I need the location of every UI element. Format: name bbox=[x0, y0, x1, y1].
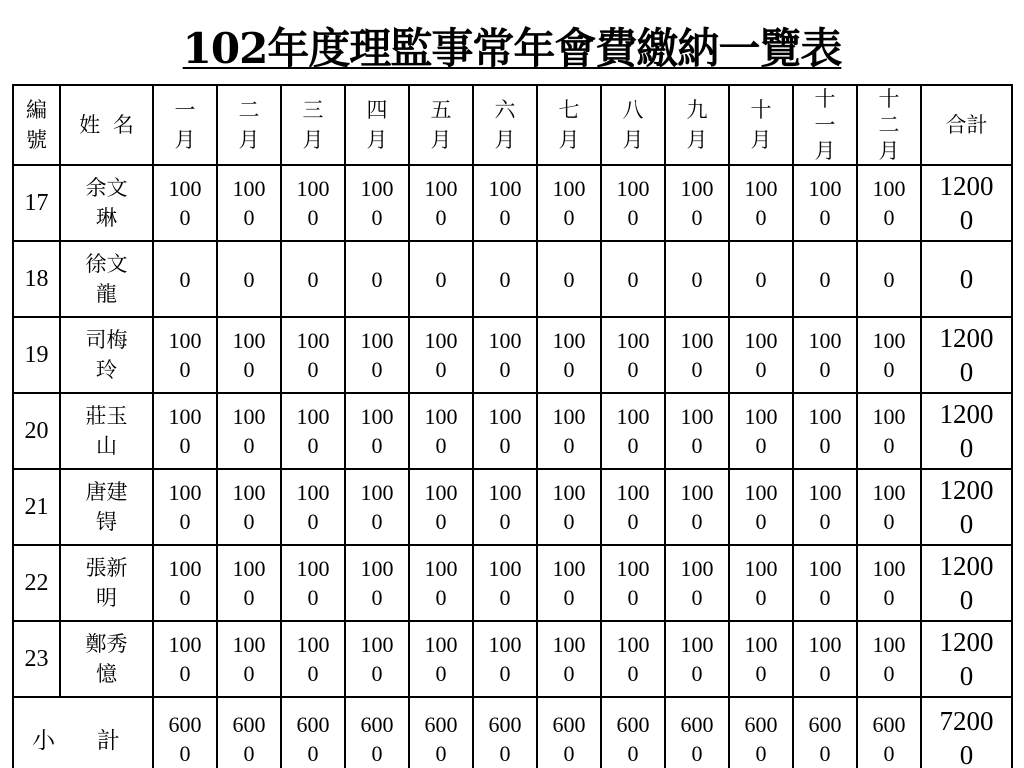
header-total bbox=[921, 85, 1012, 165]
row-id: 20 bbox=[13, 393, 60, 469]
row-month-amount: 1000 bbox=[537, 469, 601, 545]
table-row bbox=[13, 317, 1012, 393]
subtotal-month-amount: 6000 bbox=[409, 697, 473, 768]
row-name: 余文琳 bbox=[60, 165, 153, 241]
header-month bbox=[473, 85, 537, 165]
subtotal-month-amount: 6000 bbox=[345, 697, 409, 768]
table-row bbox=[13, 165, 1012, 241]
row-month-amount: 1000 bbox=[601, 317, 665, 393]
subtotal-month-amount: 6000 bbox=[665, 697, 729, 768]
header-month bbox=[153, 85, 217, 165]
row-month-amount: 1000 bbox=[217, 545, 281, 621]
row-total: 12000 bbox=[921, 621, 1012, 697]
page-title: 102年度理監事常年會費繳納一覽表 bbox=[182, 24, 842, 73]
header-month-label: 十月 bbox=[750, 98, 772, 152]
subtotal-total: 72000 bbox=[921, 697, 1012, 768]
row-month-amount: 1000 bbox=[857, 165, 921, 241]
row-id: 23 bbox=[13, 621, 60, 697]
header-month-label: 一月 bbox=[174, 98, 196, 152]
row-month-amount: 1000 bbox=[729, 393, 793, 469]
row-total: 12000 bbox=[921, 545, 1012, 621]
row-month-amount: 1000 bbox=[729, 165, 793, 241]
row-month-amount: 1000 bbox=[153, 469, 217, 545]
row-month-amount: 1000 bbox=[345, 165, 409, 241]
row-month-amount: 0 bbox=[857, 241, 921, 317]
row-month-amount: 1000 bbox=[217, 165, 281, 241]
row-id: 21 bbox=[13, 469, 60, 545]
subtotal-month-amount: 6000 bbox=[473, 697, 537, 768]
row-month-amount: 1000 bbox=[345, 317, 409, 393]
row-id: 19 bbox=[13, 317, 60, 393]
row-month-amount: 0 bbox=[153, 241, 217, 317]
row-month-amount: 1000 bbox=[729, 621, 793, 697]
row-month-amount: 1000 bbox=[601, 469, 665, 545]
row-month-amount: 1000 bbox=[473, 621, 537, 697]
row-month-amount: 0 bbox=[729, 241, 793, 317]
header-month bbox=[665, 85, 729, 165]
row-month-amount: 1000 bbox=[729, 545, 793, 621]
header-month bbox=[601, 85, 665, 165]
row-name: 張新明 bbox=[60, 545, 153, 621]
row-month-amount: 1000 bbox=[153, 317, 217, 393]
header-name-label: 姓 名 bbox=[79, 113, 134, 137]
row-month-amount: 1000 bbox=[793, 621, 857, 697]
table-row bbox=[13, 241, 1012, 317]
header-total-label: 合計 bbox=[945, 113, 988, 137]
row-month-amount: 0 bbox=[473, 241, 537, 317]
header-name bbox=[60, 85, 153, 165]
header-month-label: 三月 bbox=[302, 98, 324, 152]
row-month-amount: 1000 bbox=[217, 317, 281, 393]
row-month-amount: 1000 bbox=[473, 317, 537, 393]
row-name: 徐文龍 bbox=[60, 241, 153, 317]
row-month-amount: 1000 bbox=[793, 165, 857, 241]
header-month bbox=[729, 85, 793, 165]
subtotal-month-amount: 6000 bbox=[793, 697, 857, 768]
row-month-amount: 1000 bbox=[281, 621, 345, 697]
header-month-label: 十一月 bbox=[814, 87, 836, 163]
row-month-amount: 1000 bbox=[345, 469, 409, 545]
subtotal-month-amount: 6000 bbox=[217, 697, 281, 768]
header-month-label: 十二月 bbox=[878, 87, 900, 163]
table-body bbox=[13, 165, 1012, 768]
row-month-amount: 1000 bbox=[729, 317, 793, 393]
row-month-amount: 1000 bbox=[409, 165, 473, 241]
subtotal-month-amount: 6000 bbox=[537, 697, 601, 768]
row-month-amount: 1000 bbox=[793, 469, 857, 545]
subtotal-month-amount: 6000 bbox=[281, 697, 345, 768]
row-name: 司梅玲 bbox=[60, 317, 153, 393]
row-month-amount: 1000 bbox=[601, 621, 665, 697]
header-month bbox=[409, 85, 473, 165]
row-id: 17 bbox=[13, 165, 60, 241]
table-row bbox=[13, 469, 1012, 545]
row-month-amount: 1000 bbox=[217, 621, 281, 697]
header-month bbox=[857, 85, 921, 165]
fee-table bbox=[12, 84, 1013, 768]
row-month-amount: 1000 bbox=[153, 165, 217, 241]
row-month-amount: 1000 bbox=[601, 165, 665, 241]
header-month-label: 七月 bbox=[558, 98, 580, 152]
subtotal-month-amount: 6000 bbox=[601, 697, 665, 768]
row-month-amount: 1000 bbox=[793, 317, 857, 393]
row-month-amount: 1000 bbox=[409, 317, 473, 393]
row-month-amount: 1000 bbox=[537, 165, 601, 241]
row-month-amount: 1000 bbox=[153, 393, 217, 469]
row-month-amount: 0 bbox=[665, 241, 729, 317]
row-month-amount: 1000 bbox=[153, 545, 217, 621]
row-total: 12000 bbox=[921, 393, 1012, 469]
row-month-amount: 1000 bbox=[473, 165, 537, 241]
row-name: 鄭秀憶 bbox=[60, 621, 153, 697]
row-month-amount: 0 bbox=[409, 241, 473, 317]
row-month-amount: 1000 bbox=[409, 621, 473, 697]
row-month-amount: 1000 bbox=[217, 469, 281, 545]
row-month-amount: 1000 bbox=[409, 545, 473, 621]
row-month-amount: 1000 bbox=[473, 545, 537, 621]
row-month-amount: 1000 bbox=[665, 469, 729, 545]
row-month-amount: 1000 bbox=[281, 165, 345, 241]
header-month bbox=[537, 85, 601, 165]
row-month-amount: 1000 bbox=[153, 621, 217, 697]
row-month-amount: 0 bbox=[345, 241, 409, 317]
subtotal-month-amount: 6000 bbox=[857, 697, 921, 768]
subtotal-label: 小 計 bbox=[13, 697, 153, 768]
row-month-amount: 1000 bbox=[793, 545, 857, 621]
row-month-amount: 1000 bbox=[601, 545, 665, 621]
row-month-amount: 1000 bbox=[665, 165, 729, 241]
row-month-amount: 1000 bbox=[857, 317, 921, 393]
row-month-amount: 1000 bbox=[793, 393, 857, 469]
row-total: 0 bbox=[921, 241, 1012, 317]
row-month-amount: 0 bbox=[281, 241, 345, 317]
row-month-amount: 1000 bbox=[281, 393, 345, 469]
row-month-amount: 0 bbox=[537, 241, 601, 317]
row-month-amount: 1000 bbox=[537, 317, 601, 393]
row-month-amount: 1000 bbox=[537, 545, 601, 621]
table-row bbox=[13, 393, 1012, 469]
row-id: 18 bbox=[13, 241, 60, 317]
row-month-amount: 1000 bbox=[537, 621, 601, 697]
row-id: 22 bbox=[13, 545, 60, 621]
subtotal-month-amount: 6000 bbox=[153, 697, 217, 768]
row-month-amount: 1000 bbox=[665, 621, 729, 697]
row-month-amount: 1000 bbox=[665, 317, 729, 393]
header-id-label: 編號 bbox=[26, 98, 47, 152]
row-month-amount: 1000 bbox=[857, 393, 921, 469]
row-total: 12000 bbox=[921, 469, 1012, 545]
row-month-amount: 1000 bbox=[601, 393, 665, 469]
row-month-amount: 1000 bbox=[409, 393, 473, 469]
row-month-amount: 1000 bbox=[665, 545, 729, 621]
row-month-amount: 1000 bbox=[345, 621, 409, 697]
row-month-amount: 1000 bbox=[665, 393, 729, 469]
row-month-amount: 0 bbox=[793, 241, 857, 317]
row-total: 12000 bbox=[921, 317, 1012, 393]
row-month-amount: 1000 bbox=[345, 545, 409, 621]
subtotal-month-amount: 6000 bbox=[729, 697, 793, 768]
row-month-amount: 1000 bbox=[537, 393, 601, 469]
header-month bbox=[345, 85, 409, 165]
row-month-amount: 1000 bbox=[857, 545, 921, 621]
row-total: 12000 bbox=[921, 165, 1012, 241]
header-month-label: 八月 bbox=[622, 98, 644, 152]
row-month-amount: 0 bbox=[217, 241, 281, 317]
header-id bbox=[13, 85, 60, 165]
header-row bbox=[13, 85, 1012, 165]
header-month-label: 五月 bbox=[430, 98, 452, 152]
row-month-amount: 1000 bbox=[281, 469, 345, 545]
table-row bbox=[13, 621, 1012, 697]
row-month-amount: 1000 bbox=[473, 469, 537, 545]
row-month-amount: 1000 bbox=[281, 545, 345, 621]
header-month-label: 九月 bbox=[686, 98, 708, 152]
row-month-amount: 1000 bbox=[281, 317, 345, 393]
header-month-label: 四月 bbox=[366, 98, 388, 152]
row-month-amount: 1000 bbox=[409, 469, 473, 545]
row-month-amount: 1000 bbox=[217, 393, 281, 469]
row-month-amount: 0 bbox=[601, 241, 665, 317]
row-name: 莊玉山 bbox=[60, 393, 153, 469]
header-month bbox=[793, 85, 857, 165]
header-month-label: 二月 bbox=[238, 98, 260, 152]
subtotal-row bbox=[13, 697, 1012, 768]
row-month-amount: 1000 bbox=[473, 393, 537, 469]
header-month bbox=[281, 85, 345, 165]
row-month-amount: 1000 bbox=[345, 393, 409, 469]
header-month-label: 六月 bbox=[494, 98, 516, 152]
row-month-amount: 1000 bbox=[857, 621, 921, 697]
row-month-amount: 1000 bbox=[729, 469, 793, 545]
row-name: 唐建锝 bbox=[60, 469, 153, 545]
header-month bbox=[217, 85, 281, 165]
table-row bbox=[13, 545, 1012, 621]
row-month-amount: 1000 bbox=[857, 469, 921, 545]
